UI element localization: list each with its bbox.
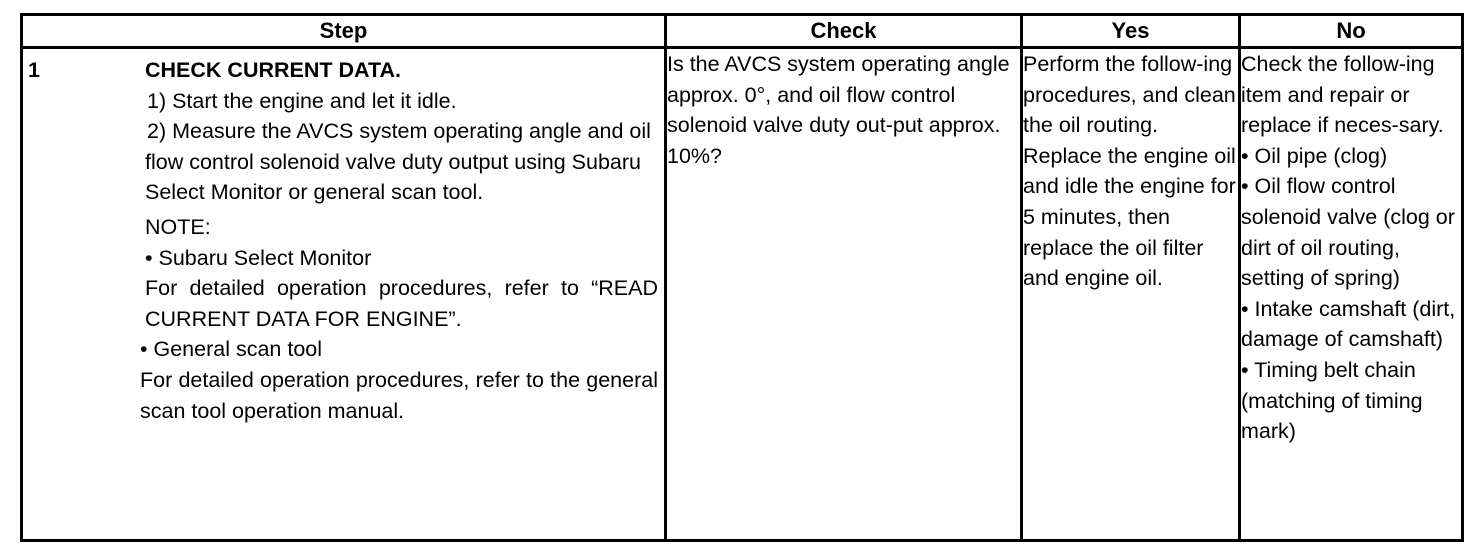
- header-row: [22, 15, 1463, 48]
- no-item-intake-camshaft: • Intake camshaft (dirt, damage of camshaft): [1241, 296, 1456, 352]
- select-monitor-text: For detailed operation procedures, refer to “READ CURRENT DATA FOR ENGINE”.: [145, 276, 658, 331]
- step-cell: [22, 48, 666, 541]
- yes-text-2: Replace the engine oil and idle the engine for 5 minutes, then replace the oil filter and engine oil.: [1023, 143, 1236, 291]
- header-check: Check: [666, 15, 1022, 48]
- header-step: Step: [22, 15, 666, 48]
- bullet-general-scan-tool: • General scan tool: [140, 337, 323, 362]
- yes-cell: [1022, 48, 1240, 541]
- no-cell: [1240, 48, 1463, 541]
- procedure-table-wrapper: [20, 13, 1461, 542]
- general-scan-tool-text: For detailed operation procedures, refer to the general scan tool operation manual.: [140, 367, 658, 423]
- header-yes: Yes: [1022, 15, 1240, 48]
- check-text: Is the AVCS system operating angle approx. 0°, and oil flow control solenoid valve duty out-put approx. 10%?: [667, 52, 1010, 168]
- procedure-table: [20, 13, 1464, 542]
- no-item-timing-belt: • Timing belt chain (matching of timing mark): [1241, 357, 1423, 444]
- no-item-oil-flow-valve: • Oil flow control solenoid valve (clog or dirt of oil routing, setting of spring): [1241, 174, 1455, 291]
- note-label: NOTE:: [145, 214, 211, 239]
- check-cell: [666, 48, 1022, 541]
- substep-2: 2) Measure the AVCS system operating angle and oil flow control solenoid valve duty output using Subaru Select Monitor or general scan tool.: [145, 119, 651, 205]
- table-row: [22, 48, 1463, 541]
- step-title: CHECK CURRENT DATA.: [145, 58, 401, 82]
- step-number: 1: [28, 58, 40, 82]
- substep-1: 1) Start the engine and let it idle.: [147, 88, 457, 113]
- yes-text-1: Perform the follow-ing procedures, and clean the oil routing.: [1023, 52, 1236, 138]
- no-item-oil-pipe: • Oil pipe (clog): [1241, 143, 1388, 168]
- header-no: No: [1240, 15, 1463, 48]
- bullet-select-monitor: • Subaru Select Monitor: [145, 245, 372, 270]
- no-intro: Check the follow-ing item and repair or replace if neces-sary.: [1241, 52, 1444, 138]
